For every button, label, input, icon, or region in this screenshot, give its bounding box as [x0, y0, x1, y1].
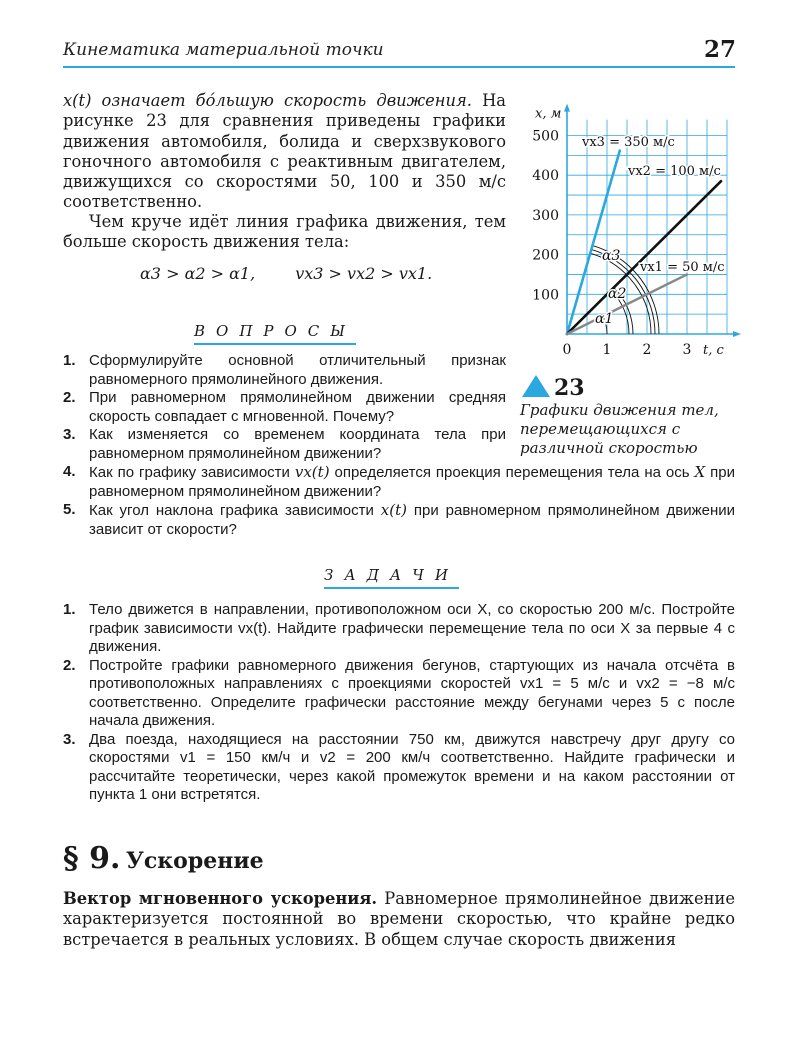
- questions-list-wide: [63, 463, 735, 539]
- running-head: Кинематика материальной точки: [63, 40, 384, 60]
- x-axis-arrow: [733, 331, 741, 337]
- task-number: 3.: [63, 730, 76, 748]
- inequality-alpha: α3 > α2 > α1,: [140, 264, 256, 283]
- series-label: vx2 = 100 м/с: [628, 164, 721, 179]
- series-label: vx1 = 50 м/с: [640, 260, 725, 275]
- questions-heading: ВОПРОСЫ: [194, 322, 356, 345]
- question-text: Сформулируйте основной отличительный признак равномерного прямолинейного движения.: [89, 352, 506, 388]
- x-tick-label: 3: [682, 342, 692, 358]
- question-formula: vx(t): [294, 463, 330, 481]
- question-item: [63, 426, 506, 463]
- figure-number: [522, 375, 585, 401]
- question-item: [63, 501, 735, 539]
- question-text: определяется проекция перемещения тела на ось: [329, 464, 695, 481]
- question-axis: X: [694, 463, 706, 481]
- final-text: Равномерное прямолинейное движение характеризуется постоянной во времени скоростью, что крайне редко встречается в реальных условиях. В общем случае скорость движения: [63, 889, 735, 949]
- y-tick-label: 500: [532, 128, 559, 145]
- question-formula: x(t): [380, 501, 407, 519]
- y-tick-label: 400: [532, 168, 559, 185]
- intro-paragraph-2: Чем круче идёт линия графика движения, тем больше скорость движения тела:: [63, 212, 506, 252]
- question-number: 5.: [63, 501, 76, 518]
- figure-number-text: 23: [554, 375, 585, 401]
- final-paragraph: [63, 889, 735, 950]
- task-number: 1.: [63, 601, 76, 618]
- y-tick-label: 200: [532, 247, 559, 264]
- section-title: [63, 841, 264, 876]
- question-item: [63, 352, 506, 389]
- question-number: 4.: [63, 463, 76, 480]
- task-text: Постройте графики равномерного движения бегунов, стартующих из начала отсчёта в противоположных направлениях с проекциями скоростей vx1 = 5 м/с и vx2 = −8 м/с соответственно. Определите графически расстояние между бегунами через 5 с после начала движения.: [89, 656, 735, 729]
- task-item: [63, 731, 735, 805]
- chart-grid: [567, 120, 727, 334]
- angle-label: α2: [608, 286, 627, 302]
- inequality: [140, 264, 432, 283]
- tasks-list: [63, 601, 735, 805]
- y-tick-label: 100: [532, 287, 559, 304]
- task-number: 2.: [63, 656, 76, 674]
- x-tick-label: 2: [642, 342, 652, 358]
- y-tick-label: 300: [532, 207, 559, 224]
- question-number: 2.: [63, 389, 76, 406]
- figure-23-chart: [520, 88, 745, 363]
- x-tick-label: 0: [562, 342, 572, 358]
- y-axis-label: x, м: [535, 106, 562, 122]
- question-item: [63, 463, 735, 501]
- intro-paragraph: [63, 91, 506, 213]
- question-text: Как изменяется со временем координата тела при равномерном прямолинейном движении?: [89, 426, 506, 462]
- x-axis-label: t, с: [703, 343, 724, 358]
- question-item: [63, 389, 506, 426]
- x-tick-label: 1: [602, 342, 612, 358]
- y-axis-arrow: [564, 104, 570, 112]
- page-number: 27: [703, 36, 736, 63]
- question-number: 3.: [63, 426, 76, 443]
- question-text: При равномерном прямолинейном движении средняя скорость совпадает с мгновенной. Почему?: [89, 389, 506, 425]
- intro-text: На рисунке 23 для сравнения приведены графики движения автомобиля, болида и сверхзвукового гоночного автомобиля с реактивным двигателем, движущихся со скоростями 50, 100 и 350 м/с соответственно.: [63, 91, 506, 212]
- angle-label: α1: [595, 311, 614, 327]
- header-rule: [63, 66, 735, 68]
- tasks-heading: ЗАДАЧИ: [324, 566, 459, 589]
- inequality-velocity: vx3 > vx2 > vx1.: [295, 264, 433, 283]
- question-text: при равномерном прямолинейном движении зависит от скорости?: [89, 502, 735, 538]
- question-number: 1.: [63, 352, 76, 369]
- section-title-text: Ускорение: [126, 848, 264, 874]
- series-label: vx3 = 350 м/с: [582, 135, 675, 150]
- triangle-icon: [522, 375, 550, 397]
- chart-labels: [532, 107, 724, 358]
- question-text: Как по графику зависимости: [89, 464, 295, 481]
- task-item: [63, 657, 735, 731]
- intro-italic: x(t) означает бо́льшую скорость движения.: [63, 91, 472, 110]
- task-text: Два поезда, находящиеся на расстоянии 750 км, движутся навстречу друг другу со скоростями v1 = 150 км/ч и v2 = 200 км/ч соответственно. Найдите графически и рассчитайте теоретически, через какой промежуток времени и на каком расстоянии от пункта 1 они встретятся.: [89, 730, 735, 803]
- question-text: Как угол наклона графика зависимости: [89, 502, 381, 519]
- task-text: Тело движется в направлении, противоположном оси X, со скоростью 200 м/с. Постройте график зависимости vx(t). Найдите графически перемещение тела по оси X за первые 4 с движения.: [89, 601, 735, 655]
- section-symbol: § 9.: [63, 841, 121, 876]
- angle-label: α3: [602, 248, 621, 264]
- final-lead: Вектор мгновенного ускорения.: [63, 889, 378, 908]
- figure-caption: Графики движения тел, перемещающихся с различной скоростью: [520, 401, 719, 457]
- questions-list: [63, 352, 506, 463]
- task-item: [63, 601, 735, 657]
- question-text: при равномерном прямолинейном движении?: [89, 464, 735, 500]
